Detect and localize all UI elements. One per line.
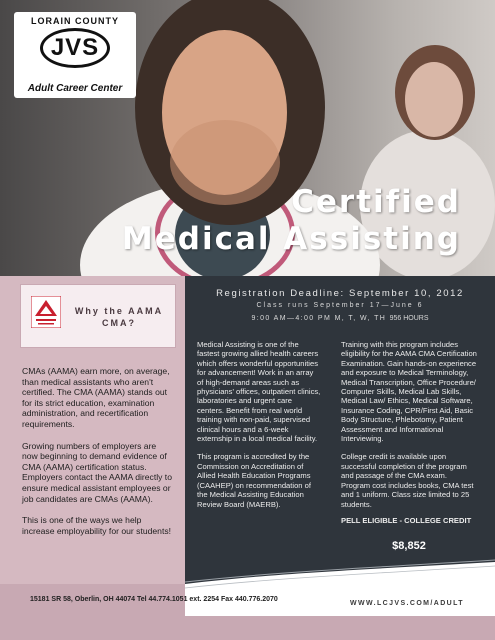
- college-credit-paragraph: College credit is available upon successful completion of the program and passage of the CMA exam. Program cost includes books, CMA test and 1 uniform. Class size limited to 25 students.: [341, 452, 474, 509]
- website-link[interactable]: WWW.LCJVS.COM/ADULT: [350, 600, 464, 607]
- program-price: $8,852: [392, 540, 426, 552]
- hero-photo: [0, 0, 495, 276]
- background-nurse-face: [405, 62, 463, 137]
- logo-jvs-text: JVS: [40, 28, 110, 68]
- sidebar-paragraph: This is one of the ways we help increase employability for our students!: [22, 515, 172, 536]
- sidebar-body: [22, 366, 174, 547]
- logo-county-text: LORAIN COUNTY: [31, 16, 119, 26]
- sidebar-paragraph: Growing numbers of employers are now beginning to demand evidence of CMA (AAMA) certification status. Employers contact the AAMA directly to ensure medical assistant employees or job candidates are CMAs (AAMA).: [22, 440, 172, 504]
- sidebar-heading: Why the AAMA CMA?: [74, 306, 164, 328]
- jvs-logo: [14, 12, 136, 98]
- training-paragraph: Training with this program includes eligibility for the AAMA CMA Certification Examination. Gain hands-on experience and exposure to Medical Terminology, Medical Transcription, Office Procedure/ Computer Skills, Medical Lab Skills, Medical Law/ Ethics, Medical Software, Insurance Coding, CPR/First Aid, Basic Body Structure, Phlebotomy, Patient Assessment and Informational Interviewing.: [341, 340, 477, 444]
- schedule-times: 9:00 AM—4:00 PM M, T, W, TH: [251, 315, 387, 322]
- aama-logo-icon: [31, 296, 61, 328]
- title-line-1: Certified: [291, 184, 461, 220]
- sidebar-heading-box: [20, 284, 176, 348]
- program-title: [122, 184, 461, 258]
- decorative-wave: [185, 556, 495, 616]
- program-hours: 956 HOURS: [389, 315, 429, 322]
- contact-address: 15181 SR 58, Oberlin, OH 44074 Tel 44.774.1051 ext. 2254 Fax 440.776.2070: [30, 596, 278, 603]
- pell-eligible-label: PELL ELIGIBLE - COLLEGE CREDIT: [341, 515, 472, 525]
- title-line-2: Medical Assisting: [121, 221, 461, 257]
- sidebar-paragraph: CMAs (AAMA) earn more, on average, than medical assistants who aren't certified. The CMA (AAMA) stands out for its strict education, examination administration, and recertification requirements.: [22, 366, 170, 429]
- accreditation-paragraph: This program is accredited by the Commission on Accreditation of Allied Health Education Programs (CAAHEP) on recommendation of the Medical Assisting Education Review Board (MAERB).: [197, 452, 311, 509]
- registration-deadline: Registration Deadline: September 10, 2012: [216, 288, 464, 299]
- class-dates: Class runs September 17—June 6: [256, 302, 424, 309]
- description-column: [197, 340, 321, 518]
- training-column: [341, 340, 477, 525]
- logo-center-text: Adult Career Center: [27, 83, 123, 94]
- description-paragraph: Medical Assisting is one of the fastest growing allied health careers which offers wonderful opportunities for advancement! Work in an array of high-demand areas such as physicians' offices, outpatient clinics, laboratories and urgent care centers. Benefit from real world training with non-paid, supervised clinical hours and a 6-week externship in a local medical facility.: [197, 340, 321, 444]
- class-schedule: [185, 315, 495, 322]
